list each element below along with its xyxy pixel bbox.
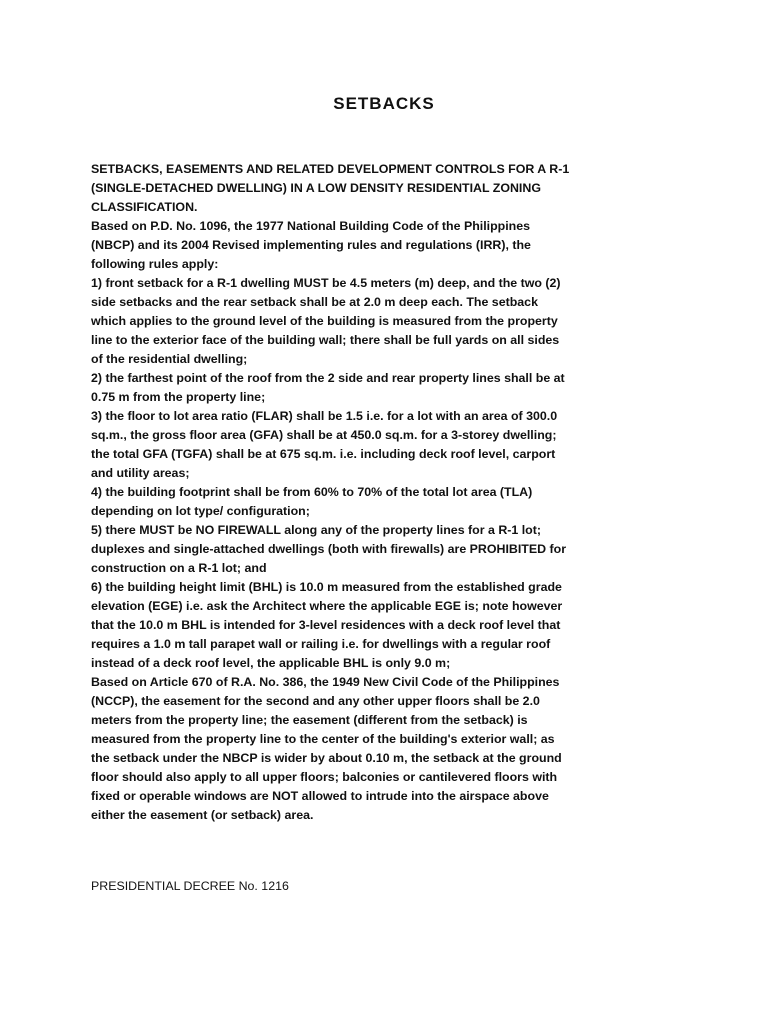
body-line: depending on lot type/ configuration; [91,504,310,518]
body-line: requires a 1.0 m tall parapet wall or railing i.e. for dwellings with a regular roof [91,637,551,651]
body-line: which applies to the ground level of the building is measured from the property [91,314,558,328]
body-line: (NBCP) and its 2004 Revised implementing rules and regulations (IRR), the [91,238,531,252]
body-line: and utility areas; [91,466,190,480]
body-line: following rules apply: [91,257,219,271]
body-line: side setbacks and the rear setback shall be at 2.0 m deep each. The setback [91,295,538,309]
body-line: CLASSIFICATION. [91,200,198,214]
body-line: the setback under the NBCP is wider by about 0.10 m, the setback at the ground [91,751,562,765]
body-line: Based on Article 670 of R.A. No. 386, the 1949 New Civil Code of the Philippines [91,675,560,689]
body-line: (NCCP), the easement for the second and any other upper floors shall be 2.0 [91,694,540,708]
body-line: instead of a deck roof level, the applicable BHL is only 9.0 m; [91,656,451,670]
body-line: sq.m., the gross floor area (GFA) shall be at 450.0 sq.m. for a 3-storey dwelling; [91,428,557,442]
body-line: 6) the building height limit (BHL) is 10.0 m measured from the established grade [91,580,562,594]
body-line: SETBACKS, EASEMENTS AND RELATED DEVELOPMENT CONTROLS FOR A R-1 [91,162,570,176]
body-line: of the residential dwelling; [91,352,248,366]
body-line: construction on a R-1 lot; and [91,561,267,575]
body-line: 1) front setback for a R-1 dwelling MUST be 4.5 meters (m) deep, and the two (2) [91,276,561,290]
body-line: that the 10.0 m BHL is intended for 3-level residences with a deck roof level that [91,618,561,632]
body-line: Based on P.D. No. 1096, the 1977 National Building Code of the Philippines [91,219,531,233]
body-line: 4) the building footprint shall be from 60% to 70% of the total lot area (TLA) [91,485,533,499]
body-line: 2) the farthest point of the roof from the 2 side and rear property lines shall be at [91,371,565,385]
body-line: 0.75 m from the property line; [91,390,266,404]
body-line: meters from the property line; the easement (different from the setback) is [91,713,528,727]
body-line: 3) the floor to lot area ratio (FLAR) shall be 1.5 i.e. for a lot with an area of 300.0 [91,409,558,423]
body-line: measured from the property line to the center of the building's exterior wall; as [91,732,555,746]
document-footer: PRESIDENTIAL DECREE No. 1216 [91,879,289,893]
body-line: elevation (EGE) i.e. ask the Architect where the applicable EGE is; note however [91,599,563,613]
body-line: line to the exterior face of the building wall; there shall be full yards on all sides [91,333,560,347]
body-line: either the easement (or setback) area. [91,808,314,822]
document-body [91,160,691,825]
body-line: floor should also apply to all upper floors; balconies or cantilevered floors with [91,770,558,784]
body-line: duplexes and single-attached dwellings (both with firewalls) are PROHIBITED for [91,542,567,556]
document-title: SETBACKS [333,94,435,113]
body-line: 5) there MUST be NO FIREWALL along any of the property lines for a R-1 lot; [91,523,542,537]
body-line: (SINGLE-DETACHED DWELLING) IN A LOW DENSITY RESIDENTIAL ZONING [91,181,541,195]
body-line: the total GFA (TGFA) shall be at 675 sq.m. i.e. including deck roof level, carport [91,447,556,461]
body-line: fixed or operable windows are NOT allowed to intrude into the airspace above [91,789,549,803]
